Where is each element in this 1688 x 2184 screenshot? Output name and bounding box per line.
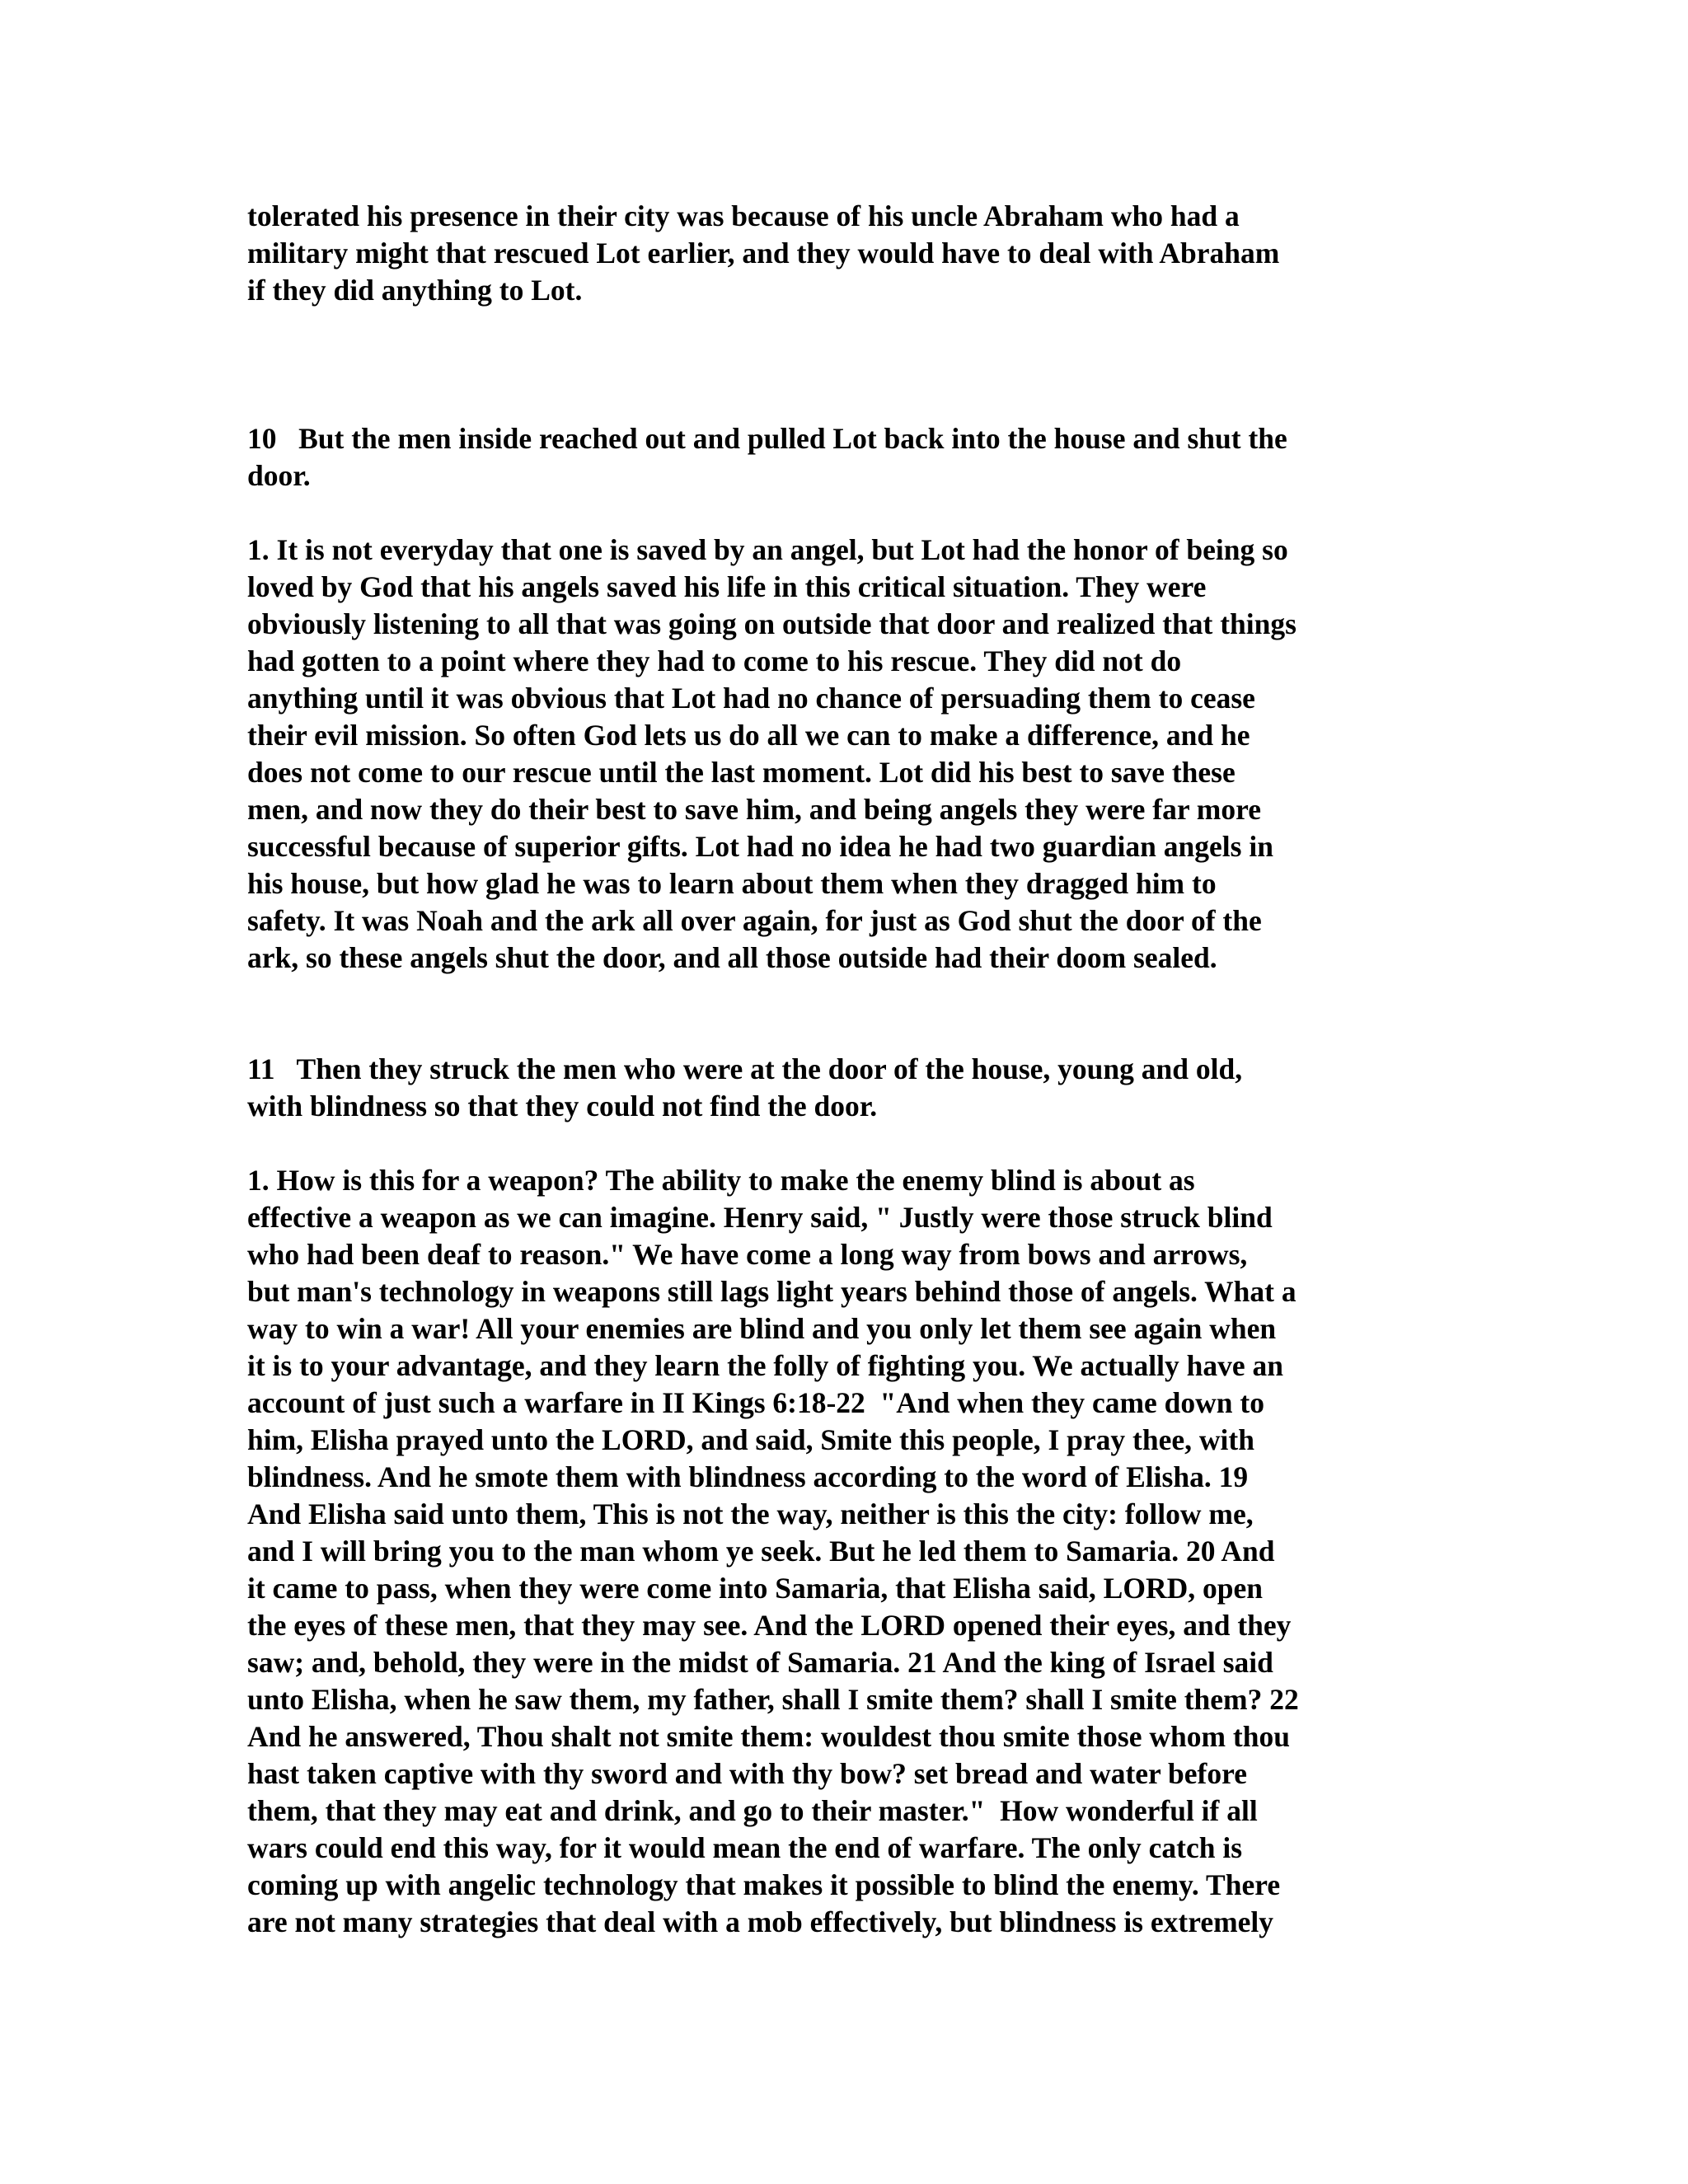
text-line: tolerated his presence in their city was because of his uncle Abraham who had a bbox=[247, 199, 1240, 232]
text-line: does not come to our rescue until the last moment. Lot did his best to save these bbox=[247, 756, 1236, 789]
text-line: his house, but how glad he was to learn about them when they dragged him to bbox=[247, 867, 1217, 900]
verse-line: 11 Then they struck the men who were at the door of the house, young and old, bbox=[247, 1052, 1243, 1085]
text-line: And he answered, Thou shalt not smite them: wouldest thou smite those whom thou bbox=[247, 1720, 1290, 1753]
text-line: the eyes of these men, that they may see. And the LORD opened their eyes, and they bbox=[247, 1609, 1292, 1642]
spacer bbox=[247, 309, 1451, 420]
text-line: but man's technology in weapons still lags light years behind those of angels. What a bbox=[247, 1275, 1296, 1308]
text-line: 1. It is not everyday that one is saved by an angel, but Lot had the honor of being so bbox=[247, 533, 1288, 566]
text-column bbox=[247, 198, 1451, 1941]
text-line: it is to your advantage, and they learn the folly of fighting you. We actually have an bbox=[247, 1349, 1284, 1382]
text-line: coming up with angelic technology that makes it possible to blind the enemy. There bbox=[247, 1868, 1281, 1901]
text-line: And Elisha said unto them, This is not the way, neither is this the city: follow me, bbox=[247, 1497, 1254, 1530]
text-line: 1. How is this for a weapon? The ability to make the enemy blind is about as bbox=[247, 1164, 1195, 1197]
text-line: them, that they may eat and drink, and go to their master." How wonderful if all bbox=[247, 1794, 1258, 1827]
text-line: safety. It was Noah and the ark all over again, for just as God shut the door of the bbox=[247, 904, 1262, 937]
comment-11-paragraph bbox=[247, 1162, 1451, 1941]
text-line: obviously listening to all that was going on outside that door and realized that things bbox=[247, 607, 1296, 640]
comment-10-paragraph bbox=[247, 532, 1451, 977]
text-line: hast taken captive with thy sword and with thy bow? set bread and water before bbox=[247, 1757, 1247, 1790]
text-line: effective a weapon as we can imagine. Henry said, " Justly were those struck blind bbox=[247, 1201, 1273, 1234]
text-line: had gotten to a point where they had to come to his rescue. They did not do bbox=[247, 644, 1182, 677]
text-line: saw; and, behold, they were in the midst of Samaria. 21 And the king of Israel said bbox=[247, 1646, 1273, 1679]
text-line: loved by God that his angels saved his life in this critical situation. They were bbox=[247, 570, 1207, 603]
text-line: men, and now they do their best to save him, and being angels they were far more bbox=[247, 793, 1262, 826]
text-line: anything until it was obvious that Lot had no chance of persuading them to cease bbox=[247, 682, 1255, 715]
text-line: wars could end this way, for it would mean the end of warfare. The only catch is bbox=[247, 1831, 1243, 1864]
text-line: it came to pass, when they were come into Samaria, that Elisha said, LORD, open bbox=[247, 1572, 1263, 1605]
text-line: account of just such a warfare in II Kings 6:18-22 "And when they came down to bbox=[247, 1386, 1264, 1419]
text-line: way to win a war! All your enemies are blind and you only let them see again when bbox=[247, 1312, 1277, 1345]
verse-line: with blindness so that they could not find the door. bbox=[247, 1090, 878, 1122]
text-line: him, Elisha prayed unto the LORD, and said, Smite this people, I pray thee, with bbox=[247, 1423, 1254, 1456]
text-line: successful because of superior gifts. Lot had no idea he had two guardian angels in bbox=[247, 830, 1273, 863]
text-line: military might that rescued Lot earlier, and they would have to deal with Abraham bbox=[247, 237, 1280, 269]
spacer bbox=[247, 494, 1451, 532]
spacer bbox=[247, 977, 1451, 1051]
text-line: who had been deaf to reason." We have come a long way from bows and arrows, bbox=[247, 1238, 1248, 1271]
spacer bbox=[247, 1125, 1451, 1162]
verse-line: door. bbox=[247, 459, 311, 492]
text-line: and I will bring you to the man whom ye seek. But he led them to Samaria. 20 And bbox=[247, 1535, 1275, 1568]
verse-11-heading bbox=[247, 1051, 1451, 1125]
text-line: are not many strategies that deal with a mob effectively, but blindness is extremely bbox=[247, 1905, 1274, 1938]
text-line: blindness. And he smote them with blindness according to the word of Elisha. 19 bbox=[247, 1460, 1249, 1493]
text-line: unto Elisha, when he saw them, my father, shall I smite them? shall I smite them? 22 bbox=[247, 1683, 1299, 1716]
text-line: their evil mission. So often God lets us do all we can to make a difference, and he bbox=[247, 719, 1250, 752]
verse-line: 10 But the men inside reached out and pulled Lot back into the house and shut the bbox=[247, 422, 1287, 455]
text-line: if they did anything to Lot. bbox=[247, 274, 583, 307]
text-line: ark, so these angels shut the door, and all those outside had their doom sealed. bbox=[247, 941, 1217, 974]
verse-10-heading bbox=[247, 420, 1451, 494]
intro-paragraph bbox=[247, 198, 1451, 309]
